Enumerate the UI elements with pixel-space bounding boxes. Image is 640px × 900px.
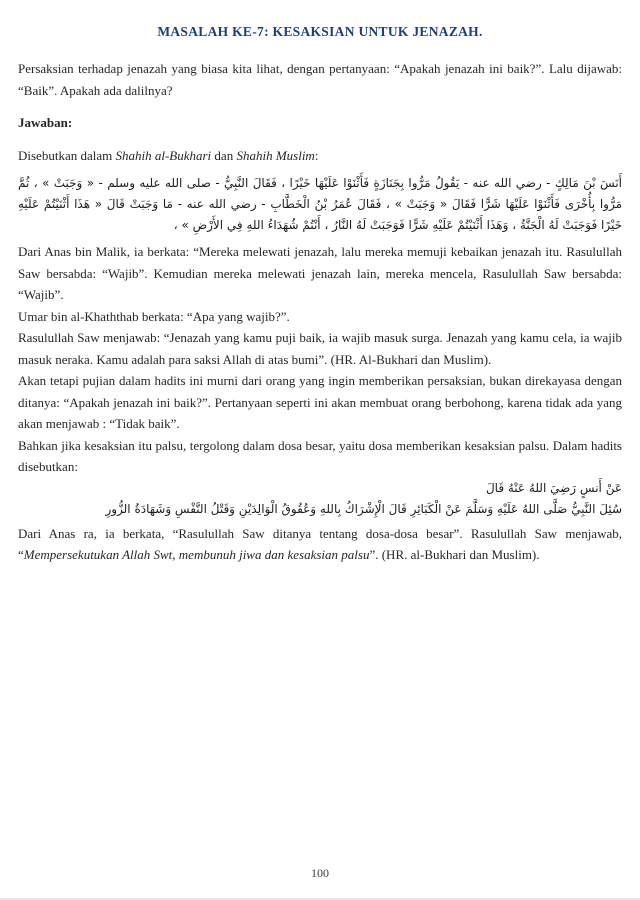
translation-paragraph-2: Umar bin al-Khaththab berkata: “Apa yang wajib?”. bbox=[18, 308, 290, 324]
commentary-paragraph-1: Akan tetapi pujian dalam hadits ini murni dari orang yang ingin memberikan persaksian, bukan direkayasa dengan ditanya: “Apakah jenazah ini baik?”. Pertanyaan seperti ini akan membuat orang berbohong, karena tidak ada yang akan menjawab : “Tidak baik”. bbox=[18, 373, 622, 431]
hadith-arabic-2-line1: عَنْ أَنسٍ رَضِيَ اللهُ عَنْهُ قَالَ bbox=[485, 480, 622, 495]
translation-block bbox=[18, 241, 622, 478]
source-text-post: : bbox=[314, 147, 319, 163]
hadith-arabic-2-line2: سُئِلَ النَّبِيُّ صَلَّى اللهُ عَلَيْهِ وَسَلَّمَ عَنْ الْكَبَائِرِ قَالَ الْإِشْرَاكُ بِاللهِ وَعُقُوقُ الْوَالِدَيْنِ وَقَتْلُ النَّفْسِ وَشَهَادَةُ الزُّورِ bbox=[105, 501, 622, 516]
page-number: 100 bbox=[311, 866, 329, 880]
closing-italic-quote: Mempersekutukan Allah Swt, membunuh jiwa dan kesaksian palsu bbox=[23, 547, 370, 562]
jawaban-label: Jawaban: bbox=[18, 115, 73, 130]
translation-paragraph-1: Dari Anas bin Malik, ia berkata: “Mereka melewati jenazah, lalu mereka memuji kebaikan jenazah itu. Rasulullah Saw bersabda: “Wajib”. Kemudian mereka melewati jenazah lain, mereka mencela, Rasulullah Saw bersabda: “Wajib”. bbox=[18, 244, 622, 302]
source-line bbox=[18, 145, 622, 167]
hadith-arabic-1: أَنَسَ بْنَ مَالِكٍ - رضي الله عنه - يَقُولُ مَرُّوا بِجَنَازَةٍ فَأَثْنَوْا عَلَيْهَا خَيْرًا ، فَقَالَ النَّبِيُّ - صلى الله عليه وسلم - « وَجَبَتْ » ، ثُمَّ مَرُّوا بِأُخْرَى فَأَثْنَوْا عَلَيْهَا شَرًّا فَقَالَ « وَجَبَتْ » ، فَقَالَ عُمَرُ بْنُ الْخَطَّابِ - رضي الله عنه - مَا وَجَبَتْ قَالَ « هَذَا أَثْنَيْتُمْ عَلَيْهِ خَيْرًا فَوَجَبَتْ لَهُ الْجَنَّةُ ، وَهَذَا أَثْنَيْتُمْ عَلَيْهِ شَرًّا فَوَجَبَتْ لَهُ النَّارُ ، أَنْتُمْ شُهَدَاءُ اللهِ فِي الأَرْضِ » ، bbox=[18, 176, 622, 232]
source-text-pre: Disebutkan dalam bbox=[18, 147, 116, 163]
translation-paragraph-3: Rasulullah Saw menjawab: “Jenazah yang kamu puji baik, ia wajib masuk surga. Jenazah yang kamu cela, ia wajib masuk neraka. Kamu adalah para saksi Allah di atas bumi”. (HR. Al-Bukhari dan Muslim). bbox=[18, 330, 622, 367]
closing-text-post: ”. (HR. al-Bukhari dan Muslim). bbox=[369, 547, 540, 562]
page-title: MASALAH KE-7: KESAKSIAN UNTUK JENAZAH. bbox=[157, 24, 483, 39]
commentary-paragraph-2: Bahkan jika kesaksian itu palsu, tergolong dalam dosa besar, yaitu dosa memberikan kesaksian palsu. Dalam hadits disebutkan: bbox=[18, 437, 622, 474]
page-content bbox=[0, 22, 640, 566]
source-text-mid: dan bbox=[211, 147, 237, 163]
book-title-muslim: Shahih Muslim bbox=[236, 147, 315, 163]
intro-paragraph: Persaksian terhadap jenazah yang biasa kita lihat, dengan pertanyaan: “Apakah jenazah ini baik?”. Lalu dijawab: “Baik”. Apakah ada dalilnya? bbox=[18, 61, 622, 98]
book-title-bukhari: Shahih al-Bukhari bbox=[115, 147, 212, 163]
closing-paragraph bbox=[18, 523, 622, 566]
closing-text-pre: Dari Anas ra, ia berkata, “Rasulullah Saw ditanya tentang dosa-dosa besar”. Rasulullah Saw menjawab, “ bbox=[18, 525, 622, 562]
